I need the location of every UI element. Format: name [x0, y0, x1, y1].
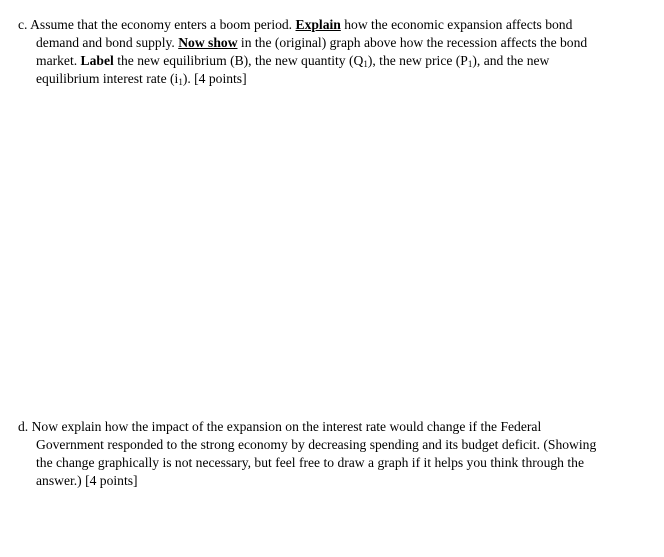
question-c-text-2a: demand and bond supply.: [36, 35, 175, 50]
question-c-text-2b: in the (original) graph above how the recession affects the bond: [240, 35, 588, 50]
question-c-text-3d: ), and the new: [472, 53, 550, 68]
question-d-marker: d.: [18, 419, 29, 434]
question-c-text-1a: Assume that the economy enters a boom period.: [30, 17, 293, 32]
question-d-line-1: [18, 418, 638, 436]
price-subscript: 1: [467, 59, 473, 69]
question-c-line-4: [18, 70, 638, 88]
question-c-text-1b: how the economic expansion affects bond: [344, 17, 573, 32]
question-c-text-3a: market.: [36, 53, 78, 68]
question-c-marker: c.: [18, 17, 28, 32]
question-c-line-1: [18, 16, 638, 34]
question-d-line-4: answer.) [4 points]: [36, 473, 138, 488]
explain-keyword: Explain: [295, 17, 341, 32]
question-c-text-4a: equilibrium interest rate (i: [36, 71, 179, 86]
question-c-line-2: [18, 34, 638, 52]
question-c: [18, 16, 638, 88]
question-c-text-4b: ). [4 points]: [182, 71, 247, 86]
label-keyword: Label: [80, 53, 114, 68]
question-c-text-3c: ), the new price (P: [367, 53, 468, 68]
question-c-line-3: [18, 52, 638, 70]
quantity-subscript: 1: [363, 59, 368, 69]
question-c-text-3b: the new equilibrium (B), the new quantity (Q: [117, 53, 364, 68]
now-show-keyword: Now show: [178, 35, 238, 50]
question-d-line-3: the change graphically is not necessary, but feel free to draw a graph if it helps you think through the: [36, 455, 584, 470]
question-d-text-1: Now explain how the impact of the expansion on the interest rate would change if the Federal: [31, 419, 542, 434]
question-d-line-2: Government responded to the strong economy by decreasing spending and its budget deficit. (Showing: [36, 437, 597, 452]
interest-rate-subscript: 1: [178, 77, 183, 87]
question-d: [18, 418, 638, 490]
